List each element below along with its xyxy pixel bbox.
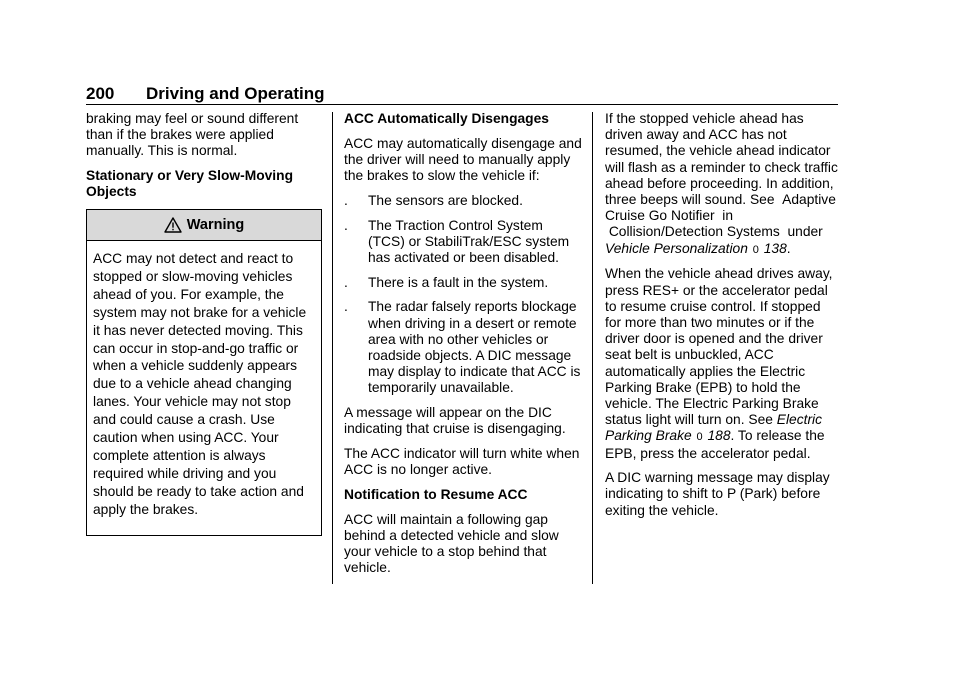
subheading-acc-disengages: ACC Automatically Disengages: [344, 111, 549, 126]
paragraph-stopped-vehicle: [605, 111, 840, 258]
link-vehicle-personalization[interactable]: Vehicle Personalization: [605, 240, 748, 256]
warning-triangle-icon: [164, 217, 182, 233]
column-left: [86, 111, 322, 536]
paragraph-following-gap: ACC will maintain a following gap behind a detected vehicle and slow your vehicle to a stop behind that vehicle.: [344, 511, 559, 576]
warning-header: [87, 210, 321, 241]
bullet-marker: .: [344, 274, 348, 290]
section-title: Driving and Operating: [146, 84, 325, 103]
page-ref-number[interactable]: 188: [707, 428, 731, 444]
paragraph-acc-indicator: The ACC indicator will turn white when ACC is no longer active.: [344, 445, 580, 478]
list-item: [344, 299, 582, 396]
column-right: [605, 111, 840, 527]
paragraph-dic-warning: A DIC warning message may display indicating to shift to P (Park) before exiting the vehicle.: [605, 470, 830, 518]
bullet-marker: .: [344, 217, 348, 233]
column-middle: [344, 111, 582, 585]
bullet-text: The Traction Control System (TCS) or StabiliTrak/ESC system has activated or been disabled.: [368, 217, 570, 265]
paragraph-text: . To release the EPB, press the accelerator pedal.: [605, 428, 825, 461]
list-item: [344, 275, 582, 291]
link-electric-parking-brake[interactable]: Electric Parking Brake: [605, 412, 823, 444]
subheading-resume-notification: Notification to Resume ACC: [344, 486, 528, 502]
bullet-marker: .: [344, 192, 348, 208]
paragraph-braking: braking may feel or sound different than if the brakes were applied manually. This is normal.: [86, 111, 299, 159]
page-header: [86, 84, 838, 104]
bullet-marker: .: [344, 299, 348, 315]
page-ref-arrow-icon: 0: [696, 431, 703, 444]
warning-box: [86, 209, 322, 536]
page-ref-arrow-icon: 0: [752, 243, 759, 256]
bullet-text: There is a fault in the system.: [368, 274, 549, 290]
warning-title: Warning: [186, 216, 245, 233]
paragraph-dic-message: A message will appear on the DIC indicating that cruise is disengaging.: [344, 405, 566, 437]
list-item: [344, 218, 582, 267]
list-item: [344, 193, 582, 209]
page-ref-number[interactable]: 138: [763, 240, 787, 256]
subheading-stationary-objects: Stationary or Very Slow-Moving Objects: [86, 168, 293, 200]
paragraph-text: When the vehicle ahead drives away, press RES+ or the accelerator pedal to resume cruise control. If stopped for more than two minutes or if the driver door is opened and the driver seat belt is unbuckled, ACC automatically applies the Electric Parking Brake (EPB) to hold the vehicle. The Electric Parking Brake status light will turn on. See: [605, 266, 833, 428]
header-rule: [86, 104, 838, 105]
bullet-text: The radar falsely reports blockage when driving in a desert or remote area with no other vehicles or roadside objects. A DIC message may display to indicate that ACC is temporarily unavailable.: [368, 299, 581, 396]
column-divider: [592, 112, 593, 584]
page-number: 200: [86, 84, 115, 103]
paragraph-text: .: [786, 240, 791, 256]
paragraph-text: If the stopped vehicle ahead has driven away and ACC has not resumed, the vehicle ahead indicator will flash as a reminder to check traffic ahead before proceeding. In addition, three beeps will sound. See Adaptive Cruise Go Notifier in Collision/Detection Systems under: [605, 111, 838, 240]
warning-body: ACC may not detect and react to stopped or slow-moving vehicles ahead of you. For example, the system may not brake for a vehicle it has never detected moving. This can occur in stop-and-go traffic or when a vehicle suddenly appears due to a vehicle ahead changing lanes. Your vehicle may not stop and could cause a crash. Use caution when using ACC. Your complete attention is always required while driving and you should be ready to take action and apply the brakes.: [93, 251, 307, 517]
bullet-text: The sensors are blocked.: [368, 192, 523, 208]
column-divider: [332, 112, 333, 584]
paragraph-disengage-intro: ACC may automatically disengage and the driver will need to manually apply the brakes to slow the vehicle if:: [344, 135, 582, 184]
paragraph-resume-cruise: [605, 266, 840, 461]
